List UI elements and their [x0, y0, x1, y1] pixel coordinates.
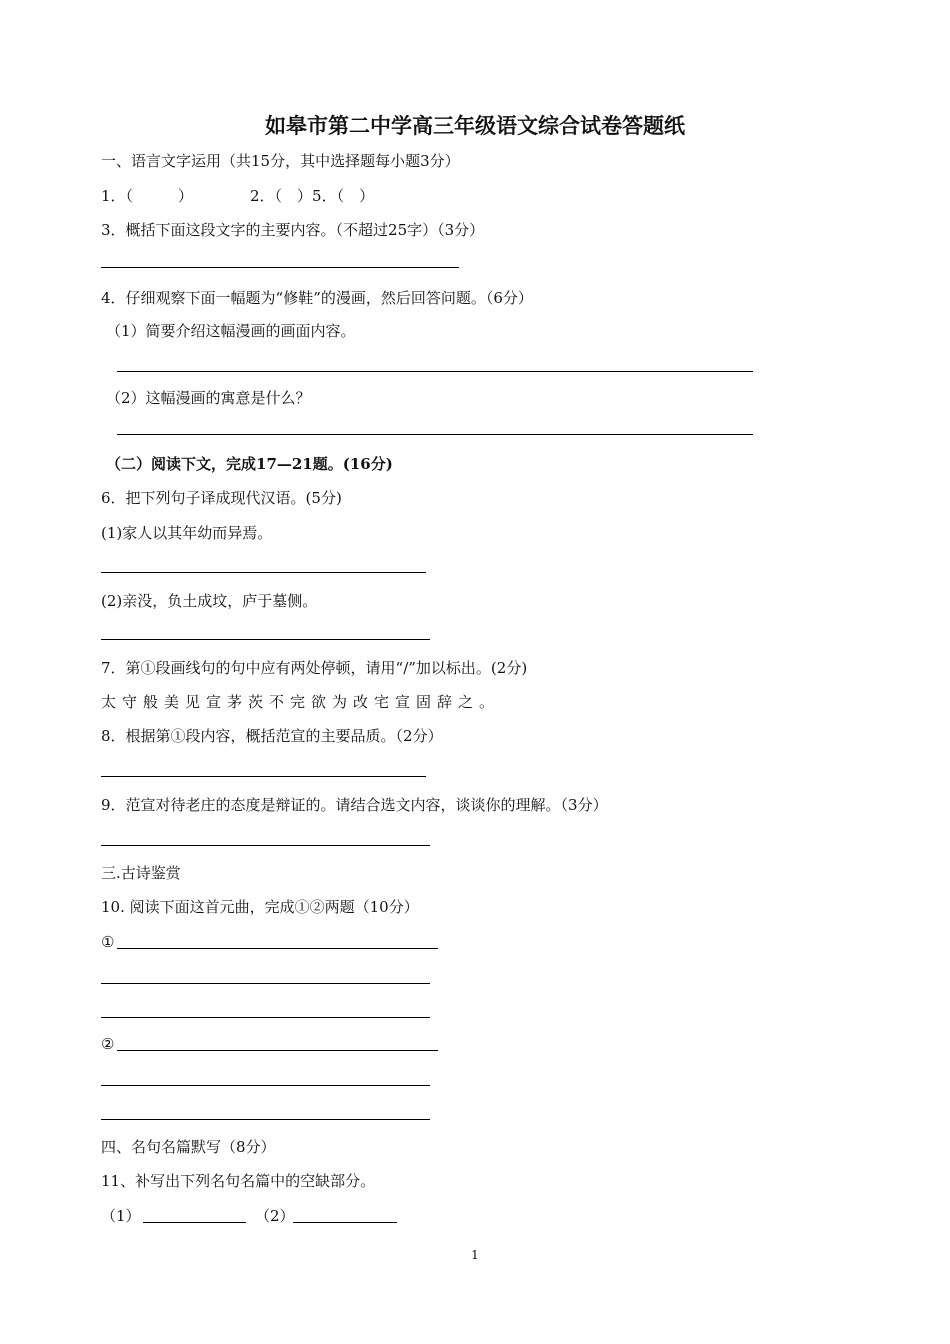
- q6-2-answer-line[interactable]: [101, 639, 430, 640]
- section1-heading: 一、语言文字运用（共15分，其中选择题每小题3分）: [101, 152, 460, 170]
- q7-sentence[interactable]: 太守般美见宣茅茨不完欲为改宅宣固辞之。: [101, 693, 501, 711]
- q6-2-sentence: (2)亲没，负土成坟，庐于墓侧。: [101, 592, 318, 610]
- q11-blank1-line[interactable]: [143, 1222, 246, 1223]
- q3-prompt: 3．概括下面这段文字的主要内容。（不超过25字）（3分）: [101, 221, 485, 239]
- q9-prompt: 9．范宣对待老庄的态度是辩证的。请结合选文内容，谈谈你的理解。（3分）: [101, 796, 608, 814]
- page-title: 如皋市第二中学高三年级语文综合试卷答题纸: [265, 113, 685, 138]
- q10-1-answer-line-1[interactable]: [117, 948, 438, 949]
- q10-2-answer-line-1[interactable]: [117, 1050, 438, 1051]
- q11-prompt: 11、补写出下列名句名篇中的空缺部分。: [101, 1172, 376, 1190]
- q4-1-answer-line[interactable]: [117, 371, 753, 372]
- q1-answer-slot[interactable]: 1．（ ）: [101, 187, 194, 205]
- q11-blank2-line[interactable]: [293, 1222, 397, 1223]
- q6-1-answer-line[interactable]: [101, 572, 426, 573]
- q10-1-marker: ①: [101, 933, 115, 951]
- q10-2-answer-line-2[interactable]: [101, 1085, 430, 1086]
- q2-q5-answer-slots[interactable]: 2．（ ）5．（ ）: [250, 187, 375, 205]
- section2-heading: （二）阅读下文，完成17—21题。(16分): [106, 455, 393, 473]
- q4-1-prompt: （1）简要介绍这幅漫画的画面内容。: [106, 322, 356, 340]
- q4-2-answer-line[interactable]: [117, 434, 753, 435]
- q10-prompt: 10. 阅读下面这首元曲，完成①②两题（10分）: [101, 898, 419, 916]
- q6-prompt: 6．把下列句子译成现代汉语。(5分): [101, 489, 342, 507]
- q9-answer-line[interactable]: [101, 845, 430, 846]
- q4-prompt: 4．仔细观察下面一幅题为“修鞋”的漫画，然后回答问题。（6分）: [101, 289, 533, 307]
- q10-2-answer-line-3[interactable]: [101, 1119, 430, 1120]
- q11-blank2-label: （2）: [255, 1207, 295, 1225]
- q8-prompt: 8．根据第①段内容，概括范宣的主要品质。（2分）: [101, 727, 443, 745]
- q10-2-marker: ②: [101, 1035, 115, 1053]
- q8-answer-line[interactable]: [101, 776, 426, 777]
- q10-1-answer-line-2[interactable]: [101, 983, 430, 984]
- section3-heading: 三.古诗鉴赏: [101, 864, 181, 882]
- q11-blank1-label: （1）: [101, 1207, 141, 1225]
- section4-heading: 四、名句名篇默写（8分）: [101, 1138, 276, 1156]
- q7-prompt: 7．第①段画线句的句中应有两处停顿，请用“/”加以标出。(2分): [101, 659, 528, 677]
- q6-1-sentence: (1)家人以其年幼而异焉。: [101, 524, 273, 542]
- q4-2-prompt: （2）这幅漫画的寓意是什么？: [106, 389, 311, 407]
- page-number: 1: [471, 1248, 479, 1262]
- q10-1-answer-line-3[interactable]: [101, 1017, 430, 1018]
- q3-answer-line[interactable]: [101, 267, 459, 268]
